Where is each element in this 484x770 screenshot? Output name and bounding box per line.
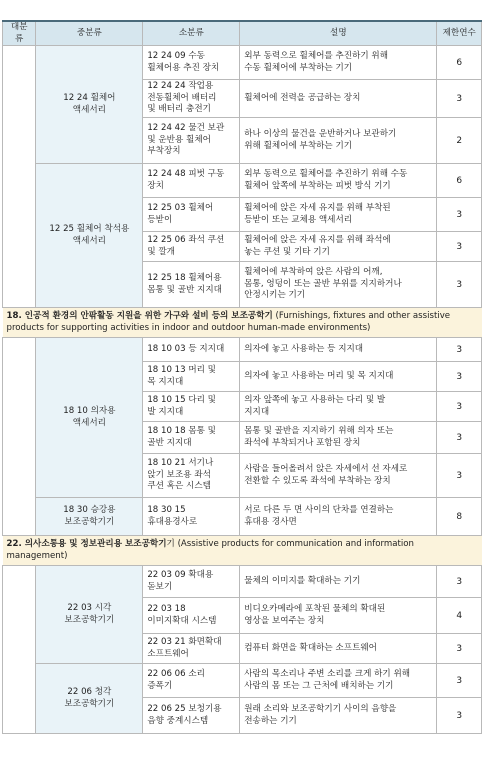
mid-category-cell-text: 12 25 휠체어 착석용 액세서리 <box>49 224 130 246</box>
mid-category-cell <box>36 664 143 734</box>
description-cell <box>240 262 437 308</box>
minor-category-cell <box>143 46 240 80</box>
minor-category-cell-text: 18 10 13 머리 및 목 지지대 <box>147 365 216 387</box>
description-cell-text: 사람을 들어올려서 앉은 자세에서 선 자세로 전환할 수 있도록 좌석에 부착하는 장치 <box>244 464 408 486</box>
mid-category-cell <box>36 498 143 536</box>
description-cell-text: 의자에 놓고 사용하는 머리 및 목 지지대 <box>244 370 394 381</box>
minor-category-cell-text: 18 10 15 다리 및 발 지지대 <box>147 395 216 417</box>
limit-years-cell <box>437 454 482 498</box>
minor-category-cell-text: 22 03 18 이미지확대 시스템 <box>147 604 217 626</box>
limit-years-cell <box>437 198 482 232</box>
header-mid: 중분류 <box>36 21 143 46</box>
description-cell-text: 하나 이상의 물건을 운반하거나 보관하기 위해 휠체어에 부착하는 기기 <box>244 129 397 151</box>
description-cell <box>240 362 437 392</box>
limit-years-cell-text: 3 <box>456 344 463 355</box>
limit-years-cell <box>437 392 482 422</box>
minor-category-cell-text: 18 10 18 몸통 및 골반 지지대 <box>147 426 216 448</box>
limit-years-cell <box>437 664 482 698</box>
description-cell <box>240 454 437 498</box>
description-cell-text: 외부 동력으로 휠체어를 추진하기 위해 수동 휠체어에 부착하는 기기 <box>244 51 389 73</box>
limit-years-cell-text: 8 <box>456 511 463 522</box>
limit-years-cell <box>437 262 482 308</box>
table-row <box>3 566 482 598</box>
limit-years-cell-text: 6 <box>456 57 463 68</box>
major-category-cell <box>3 566 36 734</box>
assistive-products-table <box>2 20 482 734</box>
description-cell-text: 의자 앞쪽에 놓고 사용하는 다리 및 발 지지대 <box>244 395 386 417</box>
description-cell-text: 의자에 놓고 사용하는 등 지지대 <box>244 343 364 354</box>
section-heading-bold: 22. 의사소통용 및 정보관리용 보조공학기 <box>6 539 167 550</box>
limit-years-cell-text: 3 <box>456 470 463 481</box>
section-heading-english: 기 (Assistive products for communication and information management) <box>6 539 414 561</box>
minor-category-cell-text: 18 10 03 등 지지대 <box>147 343 225 354</box>
minor-category-cell-text: 22 06 25 보청기용 음향 중계시스템 <box>147 704 222 726</box>
description-cell <box>240 164 437 198</box>
header-minor: 소분류 <box>143 21 240 46</box>
limit-years-cell <box>437 232 482 262</box>
description-cell-text: 서로 다른 두 면 사이의 단차를 연결하는 휴대용 경사면 <box>244 505 394 527</box>
description-cell <box>240 422 437 454</box>
mid-category-cell-text: 18 30 승강용 보조공학기기 <box>63 505 116 527</box>
minor-category-cell-text: 12 25 06 좌석 쿠션 및 깔개 <box>147 235 225 257</box>
minor-category-cell <box>143 598 240 634</box>
minor-category-cell <box>143 454 240 498</box>
minor-category-cell <box>143 338 240 362</box>
limit-years-cell-text: 3 <box>456 576 463 587</box>
mid-category-cell <box>36 566 143 664</box>
limit-years-cell <box>437 118 482 164</box>
description-cell-text: 휠체어에 앉은 자세 유지를 위해 부착된 등받이 또는 교체용 액세서리 <box>244 203 391 225</box>
limit-years-cell-text: 3 <box>456 710 463 721</box>
minor-category-cell-text: 12 24 24 작업용 전동휠체어 배터리 및 배터리 충전기 <box>147 81 217 115</box>
minor-category-cell <box>143 498 240 536</box>
limit-years-cell-text: 3 <box>456 209 463 220</box>
mid-category-cell-text: 18 10 의자용 액세서리 <box>63 406 116 428</box>
description-cell <box>240 80 437 118</box>
section-heading-row <box>3 536 482 566</box>
section-heading-row <box>3 308 482 338</box>
limit-years-cell <box>437 498 482 536</box>
limit-years-cell <box>437 634 482 664</box>
description-cell <box>240 664 437 698</box>
limit-years-cell <box>437 566 482 598</box>
description-cell-text: 휠체어에 부착하여 앉은 사람의 어깨, 몸통, 엉덩이 또는 골반 부위를 지지하거나 안정시키는 기기 <box>244 267 402 301</box>
limit-years-cell-text: 2 <box>456 135 463 146</box>
minor-category-cell <box>143 634 240 664</box>
description-cell <box>240 598 437 634</box>
limit-years-cell <box>437 362 482 392</box>
limit-years-cell <box>437 698 482 734</box>
mid-category-cell-text: 22 03 시각 보조공학기기 <box>64 603 115 625</box>
mid-category-cell-text: 22 06 청각 보조공학기기 <box>64 687 115 709</box>
section-heading-bold: 18. 인공적 환경의 안팎활동 지원을 위한 가구와 설비 등의 보조공학기 <box>6 311 273 322</box>
table-row <box>3 338 482 362</box>
mid-category-cell-text: 12 24 휠체어 액세서리 <box>63 93 116 115</box>
table-header-row <box>3 21 482 46</box>
limit-years-cell <box>437 80 482 118</box>
minor-category-cell-text: 18 30 15 휴대용경사로 <box>147 505 198 527</box>
description-cell <box>240 198 437 232</box>
minor-category-cell <box>143 664 240 698</box>
description-cell-text: 원래 소리와 보조공학기기 사이의 음향을 전송하는 기기 <box>244 704 397 726</box>
description-cell-text: 외부 동력으로 휠체어를 추진하기 위해 수동 휠체어 앞쪽에 부착하는 피벗 방식 기기 <box>244 169 408 191</box>
section-heading <box>3 308 482 338</box>
description-cell <box>240 698 437 734</box>
description-cell-text: 휠체어에 전력을 공급하는 장치 <box>244 92 361 103</box>
minor-category-cell <box>143 80 240 118</box>
limit-years-cell-text: 3 <box>456 371 463 382</box>
limit-years-cell <box>437 164 482 198</box>
minor-category-cell-text: 12 25 03 휠체어 등받이 <box>147 203 214 225</box>
mid-category-cell <box>36 338 143 498</box>
description-cell <box>240 634 437 664</box>
minor-category-cell <box>143 262 240 308</box>
section-heading <box>3 536 482 566</box>
limit-years-cell-text: 3 <box>456 279 463 290</box>
limit-years-cell-text: 3 <box>456 432 463 443</box>
table-row <box>3 46 482 80</box>
minor-category-cell <box>143 422 240 454</box>
description-cell <box>240 118 437 164</box>
minor-category-cell <box>143 698 240 734</box>
table-row <box>3 498 482 536</box>
table-row <box>3 664 482 698</box>
minor-category-cell <box>143 362 240 392</box>
header-description: 설명 <box>240 21 437 46</box>
header-limit-years: 제한연수 <box>437 21 482 46</box>
section-heading-english: (Furnishings, fixtures and other assistive products for supporting activities in indoor and outdoor human-made environments) <box>6 311 451 333</box>
limit-years-cell-text: 4 <box>456 610 463 621</box>
minor-category-cell-text: 22 03 21 화면확대 소프트웨어 <box>147 637 222 659</box>
limit-years-cell-text: 3 <box>456 241 463 252</box>
description-cell-text: 비디오카메라에 포착된 물체의 확대된 영상을 보여주는 장치 <box>244 604 386 626</box>
minor-category-cell-text: 12 25 18 휠체어용 몸통 및 골반 지지대 <box>147 273 222 295</box>
limit-years-cell-text: 3 <box>456 401 463 412</box>
minor-category-cell-text: 12 24 09 수동 휠체어용 추진 장치 <box>147 51 220 73</box>
description-cell <box>240 498 437 536</box>
description-cell <box>240 392 437 422</box>
minor-category-cell <box>143 164 240 198</box>
minor-category-cell <box>143 232 240 262</box>
minor-category-cell-text: 12 24 48 피벗 구동 장치 <box>147 169 225 191</box>
mid-category-cell <box>36 46 143 164</box>
description-cell <box>240 338 437 362</box>
minor-category-cell <box>143 198 240 232</box>
limit-years-cell-text: 3 <box>456 643 463 654</box>
description-cell-text: 휠체어에 앉은 자세 유지를 위해 좌석에 놓는 쿠션 및 기타 기기 <box>244 235 391 257</box>
minor-category-cell-text: 22 03 09 확대용 돋보기 <box>147 570 214 592</box>
limit-years-cell <box>437 338 482 362</box>
minor-category-cell-text: 18 10 21 서기나 앉기 보조용 좌석 쿠션 혹은 시스템 <box>147 458 214 492</box>
description-cell-text: 몸통 및 골반을 지지하기 위해 의자 또는 좌석에 부착되거나 포함된 장치 <box>244 426 394 448</box>
minor-category-cell <box>143 392 240 422</box>
major-category-cell <box>3 338 36 536</box>
description-cell-text: 컴퓨터 화면을 확대하는 소프트웨어 <box>244 642 377 653</box>
limit-years-cell <box>437 598 482 634</box>
limit-years-cell <box>437 422 482 454</box>
header-major: 대분류 <box>3 21 36 46</box>
minor-category-cell-text: 22 06 06 소리 증폭기 <box>147 669 205 691</box>
description-cell-text: 물체의 이미지를 확대하는 기기 <box>244 575 361 586</box>
description-cell <box>240 566 437 598</box>
description-cell <box>240 46 437 80</box>
mid-category-cell <box>36 164 143 308</box>
minor-category-cell <box>143 566 240 598</box>
major-category-cell <box>3 46 36 308</box>
description-cell-text: 사람의 목소리나 주변 소리를 크게 하기 위해 사람의 몸 또는 그 근처에 배치하는 기기 <box>244 669 411 691</box>
table-row <box>3 164 482 198</box>
limit-years-cell <box>437 46 482 80</box>
minor-category-cell <box>143 118 240 164</box>
minor-category-cell-text: 12 24 42 물건 보관 및 운반용 휠체어 부착장치 <box>147 123 225 157</box>
limit-years-cell-text: 6 <box>456 175 463 186</box>
limit-years-cell-text: 3 <box>456 93 463 104</box>
description-cell <box>240 232 437 262</box>
limit-years-cell-text: 3 <box>456 675 463 686</box>
